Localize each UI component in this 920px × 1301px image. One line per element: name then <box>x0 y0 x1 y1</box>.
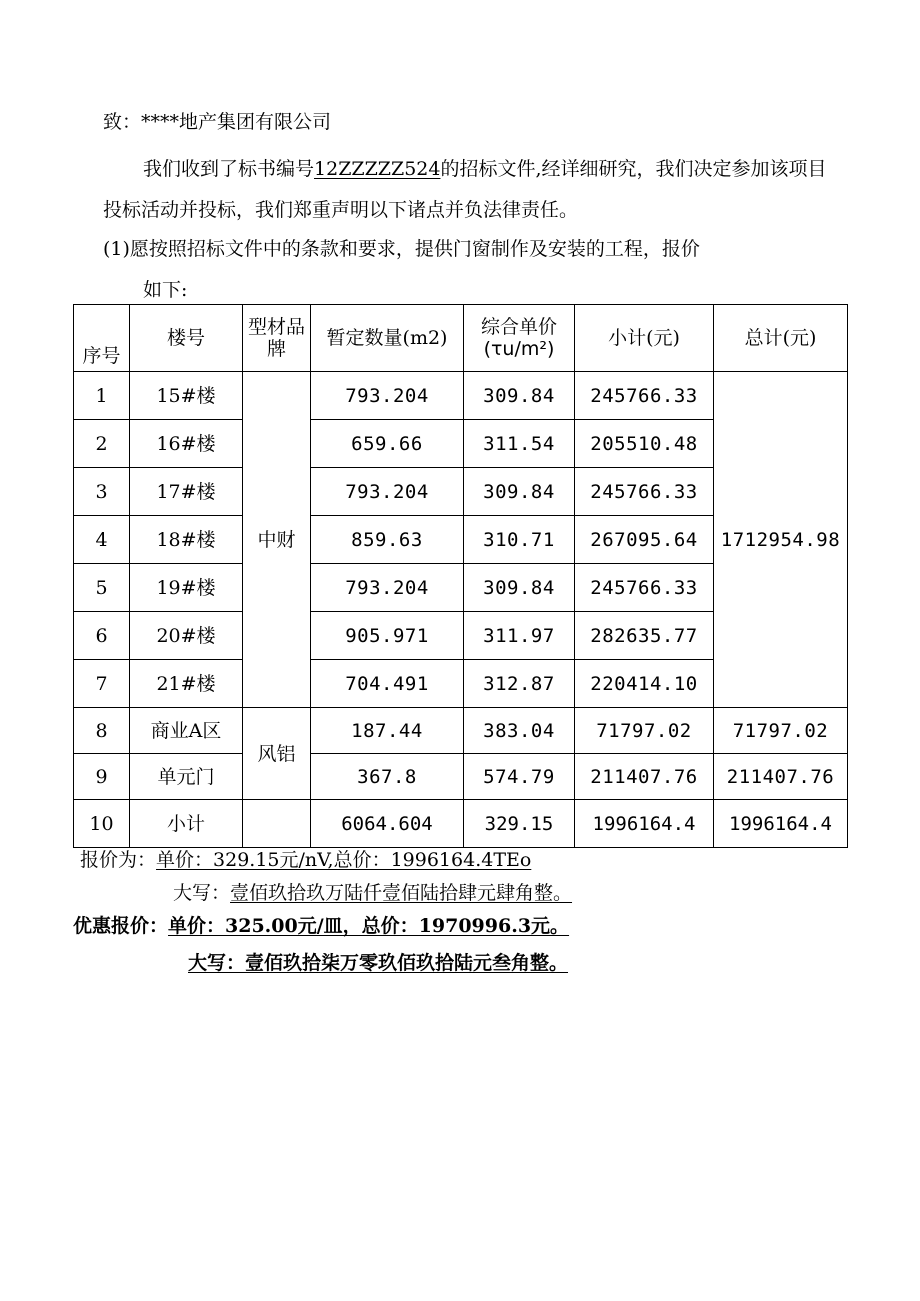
cell-quantity: 367.8 <box>311 754 464 800</box>
table-row <box>74 372 848 420</box>
cell-subtotal: 1996164.4 <box>575 800 714 848</box>
quote-caps-line <box>173 881 572 905</box>
header-seq: 序号 <box>74 305 130 372</box>
cell-building: 小计 <box>130 800 243 848</box>
cell-building: 20#楼 <box>130 612 243 660</box>
cell-building: 18#楼 <box>130 516 243 564</box>
cell-seq: 2 <box>74 420 130 468</box>
cell-building: 21#楼 <box>130 660 243 708</box>
cell-building: 商业A区 <box>130 708 243 754</box>
cell-unit-price: 329.15 <box>464 800 575 848</box>
cell-quantity: 793.204 <box>311 372 464 420</box>
cell-subtotal: 205510.48 <box>575 420 714 468</box>
cell-unit-price: 310.71 <box>464 516 575 564</box>
cell-brand-group-1: 中财 <box>243 372 311 708</box>
cell-building: 19#楼 <box>130 564 243 612</box>
table-row <box>74 708 848 754</box>
cell-subtotal: 245766.33 <box>575 372 714 420</box>
intro-text-before-code: 我们收到了标书编号 <box>143 158 315 180</box>
cell-total-group-1: 1712954.98 <box>714 372 848 708</box>
cell-subtotal: 245766.33 <box>575 564 714 612</box>
discount-caps-line: 大写：壹佰玖拾柒万零玖佰玖拾陆元叁角整。 <box>188 952 569 974</box>
cell-total: 71797.02 <box>714 708 848 754</box>
quote-label: 报价为： <box>80 849 157 871</box>
intro-paragraph-line-1 <box>143 157 827 181</box>
cell-seq: 7 <box>74 660 130 708</box>
cell-seq: 3 <box>74 468 130 516</box>
intro-paragraph-line-2: 投标活动并投标，我们郑重声明以下诸点并负法律责任。 <box>103 199 579 221</box>
cell-subtotal: 267095.64 <box>575 516 714 564</box>
header-subtotal: 小计(元) <box>575 305 714 372</box>
cell-seq: 4 <box>74 516 130 564</box>
table-header-row <box>74 305 848 372</box>
cell-unit-price: 311.97 <box>464 612 575 660</box>
cell-seq: 5 <box>74 564 130 612</box>
cell-brand-empty <box>243 800 311 848</box>
header-unit-price-line1: 综合单价 <box>480 316 557 338</box>
table-row-subtotal <box>74 800 848 848</box>
cell-unit-price: 574.79 <box>464 754 575 800</box>
tender-code: 12ZZZZZ524 <box>314 158 441 180</box>
cell-unit-price: 311.54 <box>464 420 575 468</box>
cell-unit-price: 309.84 <box>464 468 575 516</box>
cell-subtotal: 282635.77 <box>575 612 714 660</box>
cell-quantity: 905.971 <box>311 612 464 660</box>
quotation-table <box>73 304 848 848</box>
cell-subtotal: 211407.76 <box>575 754 714 800</box>
cell-building: 17#楼 <box>130 468 243 516</box>
quote-caps-label: 大写： <box>173 882 231 904</box>
discount-text: 单价：325.00元/皿，总价：1970996.3元。 <box>168 915 570 937</box>
header-unit-price-line2: (τu∕m²) <box>483 338 555 360</box>
discount-line <box>73 914 569 938</box>
cell-total: 1996164.4 <box>714 800 848 848</box>
cell-total: 211407.76 <box>714 754 848 800</box>
quote-caps-text: 壹佰玖拾玖万陆仟壹佰陆拾肆元肆角整。 <box>230 882 573 904</box>
cell-quantity: 793.204 <box>311 564 464 612</box>
quote-line <box>80 848 531 872</box>
cell-subtotal: 71797.02 <box>575 708 714 754</box>
cell-seq: 9 <box>74 754 130 800</box>
header-quantity: 暂定数量(m2) <box>311 305 464 372</box>
cell-quantity: 187.44 <box>311 708 464 754</box>
header-unit-price <box>464 305 575 372</box>
cell-quantity: 793.204 <box>311 468 464 516</box>
cell-brand-group-2: 风铝 <box>243 708 311 800</box>
cell-unit-price: 309.84 <box>464 564 575 612</box>
table-row <box>74 754 848 800</box>
intro-text-after-code: 的招标文件,经详细研究，我们决定参加该项目 <box>440 158 827 180</box>
cell-quantity: 6064.604 <box>311 800 464 848</box>
cell-seq: 1 <box>74 372 130 420</box>
cell-unit-price: 309.84 <box>464 372 575 420</box>
cell-building: 单元门 <box>130 754 243 800</box>
cell-unit-price: 312.87 <box>464 660 575 708</box>
discount-label: 优惠报价： <box>73 915 169 937</box>
cell-quantity: 659.66 <box>311 420 464 468</box>
quote-text: 单价：329.15元/nV,总价：1996164.4TEo <box>156 849 532 871</box>
cell-building: 16#楼 <box>130 420 243 468</box>
header-brand: 型材品牌 <box>243 305 311 372</box>
cell-seq: 10 <box>74 800 130 848</box>
header-building: 楼号 <box>130 305 243 372</box>
cell-seq: 6 <box>74 612 130 660</box>
cell-subtotal: 245766.33 <box>575 468 714 516</box>
cell-unit-price: 383.04 <box>464 708 575 754</box>
intro-paragraph-line-3: (1)愿按照招标文件中的条款和要求，提供门窗制作及安装的工程，报价 <box>103 238 700 260</box>
cell-building: 15#楼 <box>130 372 243 420</box>
cell-quantity: 704.491 <box>311 660 464 708</box>
cell-quantity: 859.63 <box>311 516 464 564</box>
cell-seq: 8 <box>74 708 130 754</box>
cell-subtotal: 220414.10 <box>575 660 714 708</box>
header-total: 总计(元) <box>714 305 848 372</box>
intro-paragraph-line-4: 如下: <box>143 279 188 301</box>
salutation: 致：****地产集团有限公司 <box>103 111 332 133</box>
